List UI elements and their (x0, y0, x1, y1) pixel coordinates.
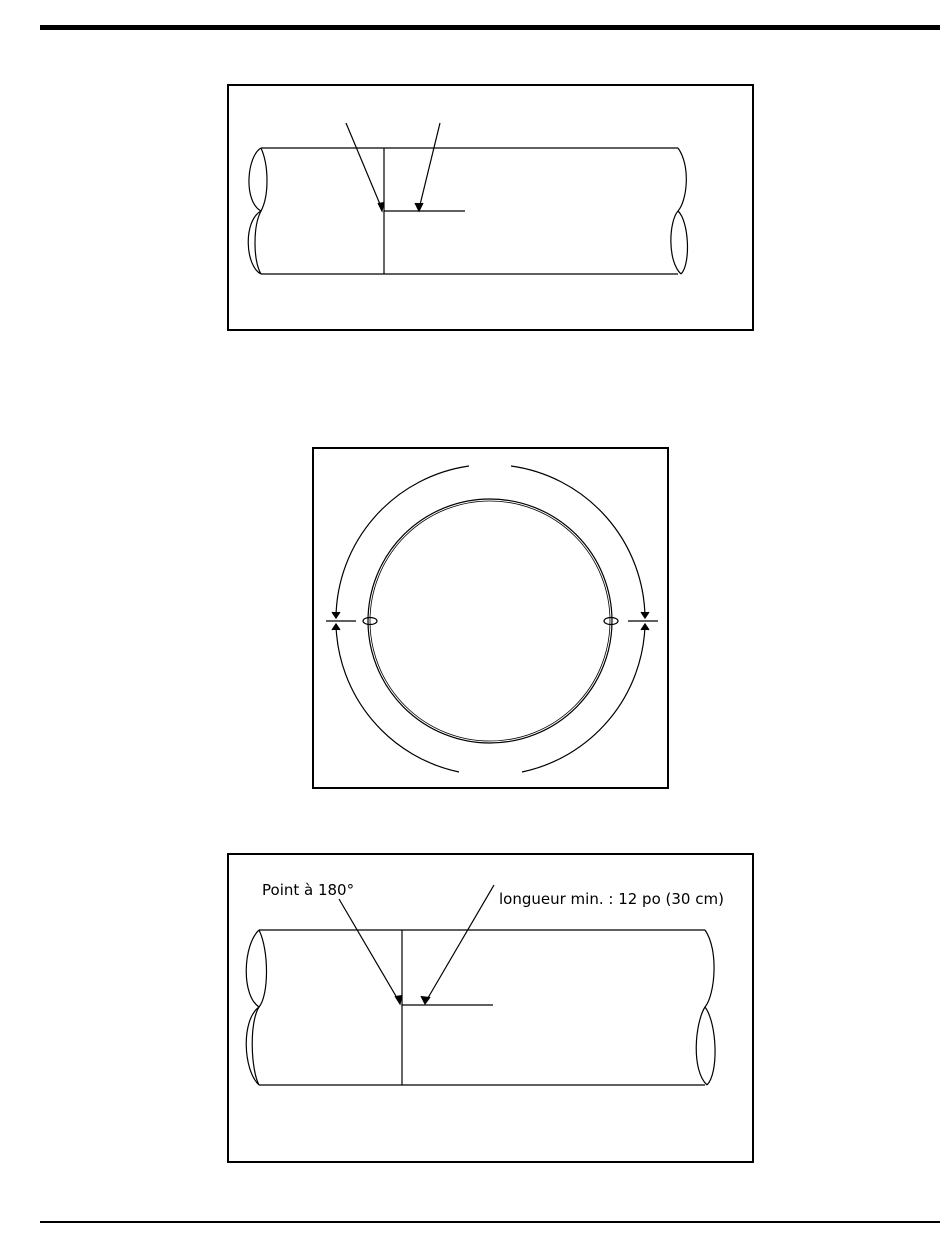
label-180-point: Point à 180° (262, 881, 355, 899)
figure-pipe-cross-section (312, 447, 669, 789)
label-min-length: longueur min. : 12 po (30 cm) (499, 890, 724, 908)
top-rule (40, 25, 940, 30)
pipe-left-break (248, 148, 267, 274)
pointer-leader-left (339, 899, 400, 1003)
arrow-head-right (421, 996, 430, 1004)
pipe-right-break (696, 930, 715, 1085)
pipe-inner-wall (370, 501, 610, 741)
bottom-rule (40, 1221, 940, 1223)
pointer-leader-right (419, 123, 440, 209)
arrow-head-left (395, 995, 402, 1004)
measurement-arc-lower-left (336, 625, 459, 772)
arrow-head-lower-left (332, 624, 340, 630)
arrow-head-upper-right (641, 612, 649, 618)
figure-pipe-side-view-top (227, 84, 754, 331)
arrow-head-upper-left (332, 612, 340, 618)
measurement-arc-upper-left (336, 466, 469, 617)
mark-right (604, 618, 618, 625)
pipe-side-view-drawing (229, 86, 752, 329)
pointer-leader-left (346, 123, 382, 209)
pipe-left-break (246, 930, 266, 1085)
arrow-head-left (378, 202, 384, 211)
pointer-leader-right (425, 885, 494, 1003)
pipe-right-break (671, 148, 688, 274)
arrow-head-right (415, 203, 423, 211)
measurement-arc-upper-right (511, 466, 645, 617)
pipe-cross-section-drawing (314, 449, 667, 787)
arrow-head-lower-right (641, 624, 649, 630)
figure-pipe-side-view-labeled (227, 853, 754, 1163)
pipe-outer-wall (368, 499, 612, 743)
